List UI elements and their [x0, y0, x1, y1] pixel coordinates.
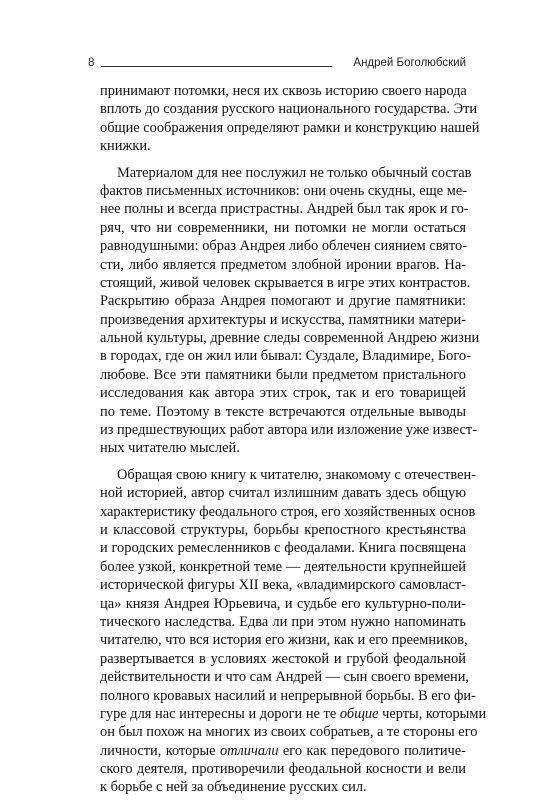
- text-line: Обращая свою книгу к читателю, знакомому с отечествен-: [117, 466, 476, 483]
- text-line: сти, либо является предметом злобной иронии врагов. На-: [100, 256, 466, 273]
- text-line: фактов письменных источников: они очень скудны, еще ме-: [100, 182, 468, 199]
- text-run: черты, которыми: [382, 705, 487, 722]
- paragraph: [100, 82, 480, 156]
- page-header: [88, 57, 466, 75]
- text-line: [100, 742, 466, 760]
- text-line: читателю, что вся история его жизни, как и его преемников,: [100, 632, 468, 649]
- emphasis: отличали: [219, 742, 279, 759]
- text-line: и классовой структуры, борьбы крепостного крестьянства: [100, 521, 466, 538]
- text-run: личности, которые: [100, 742, 216, 759]
- text-line: произведения архитектуры и искусства, памятники матери-: [100, 311, 466, 328]
- text-line: в городах, где он жил или бывал: Суздале, Владимире, Бого-: [100, 348, 471, 365]
- text-line: развертывается в условиях жестокой и грубой феодальной: [100, 650, 466, 667]
- text-line: ных читателю мыслей.: [100, 440, 240, 457]
- text-line: любове. Все эти памятники были предметом пристального: [100, 366, 466, 383]
- header-rule: [101, 66, 332, 67]
- text-line: общие соображения определяют рамки и конструкцию нашей: [100, 119, 480, 136]
- text-line: стоящий, живой человек скрывается в игре этих контрастов.: [100, 274, 471, 291]
- text-run: гуре для нас интересны и дороги не те: [100, 705, 337, 722]
- text-line: [100, 705, 487, 723]
- text-line: ряч, что ни современники, ни потомки не могли остаться: [100, 219, 466, 236]
- text-line: более узкой, конкретной теме — деятельности крупнейшей: [100, 558, 466, 575]
- text-line: ца» князя Андрея Юрьевича, и судьбе его культурно-поли-: [100, 595, 466, 612]
- text-line: нее полны и всегда пристрастны. Андрей был так ярок и го-: [100, 201, 469, 218]
- text-line: полного кровавых насилий и непрерывной борьбы. В его фи-: [100, 687, 476, 704]
- text-line: Раскрытию образа Андрея помогают и другие памятники:: [100, 293, 466, 310]
- text-line: тического наследства. Едва ли при этом нужно напоминать: [100, 613, 466, 630]
- text-line: равнодушными: образ Андрея либо облечен сиянием свято-: [100, 238, 468, 255]
- paragraph: [100, 466, 487, 797]
- page-number: 8: [88, 57, 95, 69]
- paragraph: [100, 164, 480, 458]
- text-line: принимают потомки, неся их сквозь историю своего народа: [100, 83, 467, 99]
- text-line: Материалом для нее послужил не только обычный состав: [117, 164, 472, 181]
- text-line: из предшествующих работ автора или изложение уже извест-: [100, 422, 477, 439]
- text-line: альной культуры, древние следы современной Андрею жизни: [100, 330, 480, 347]
- text-line: характеристику феодального строя, его хозяйственных основ: [100, 503, 476, 520]
- text-line: исследования как автора этих строк, так и его товарищей: [100, 385, 466, 402]
- running-title: Андрей Боголюбский: [353, 57, 466, 69]
- text-line: действительности и что сам Андрей — сын своего времени,: [100, 669, 470, 686]
- text-line: к борьбе с ней за объединение русских сил.: [100, 779, 367, 796]
- text-line: по теме. Поэтому в тексте встречаются отдельные выводы: [100, 403, 466, 420]
- emphasis: общие: [339, 705, 379, 722]
- text-line: книжки.: [100, 138, 151, 155]
- text-line: ной историей, автор считал излишним давать здесь общую: [100, 485, 466, 502]
- body-text: [100, 82, 487, 797]
- text-line: и городских ремесленников с феодалами. Книга посвящена: [100, 540, 466, 557]
- text-line: ского деятеля, противоречили феодальной косности и вели: [100, 761, 466, 778]
- text-line: он был похож на многих из своих собратьев, а те стороны его: [100, 724, 478, 741]
- text-run: его как передового политиче-: [282, 742, 466, 759]
- text-line: исторической фигуры XII века, «владимирского самовласт-: [100, 577, 466, 594]
- text-line: вплоть до создания русского национального государства. Эти: [100, 101, 478, 118]
